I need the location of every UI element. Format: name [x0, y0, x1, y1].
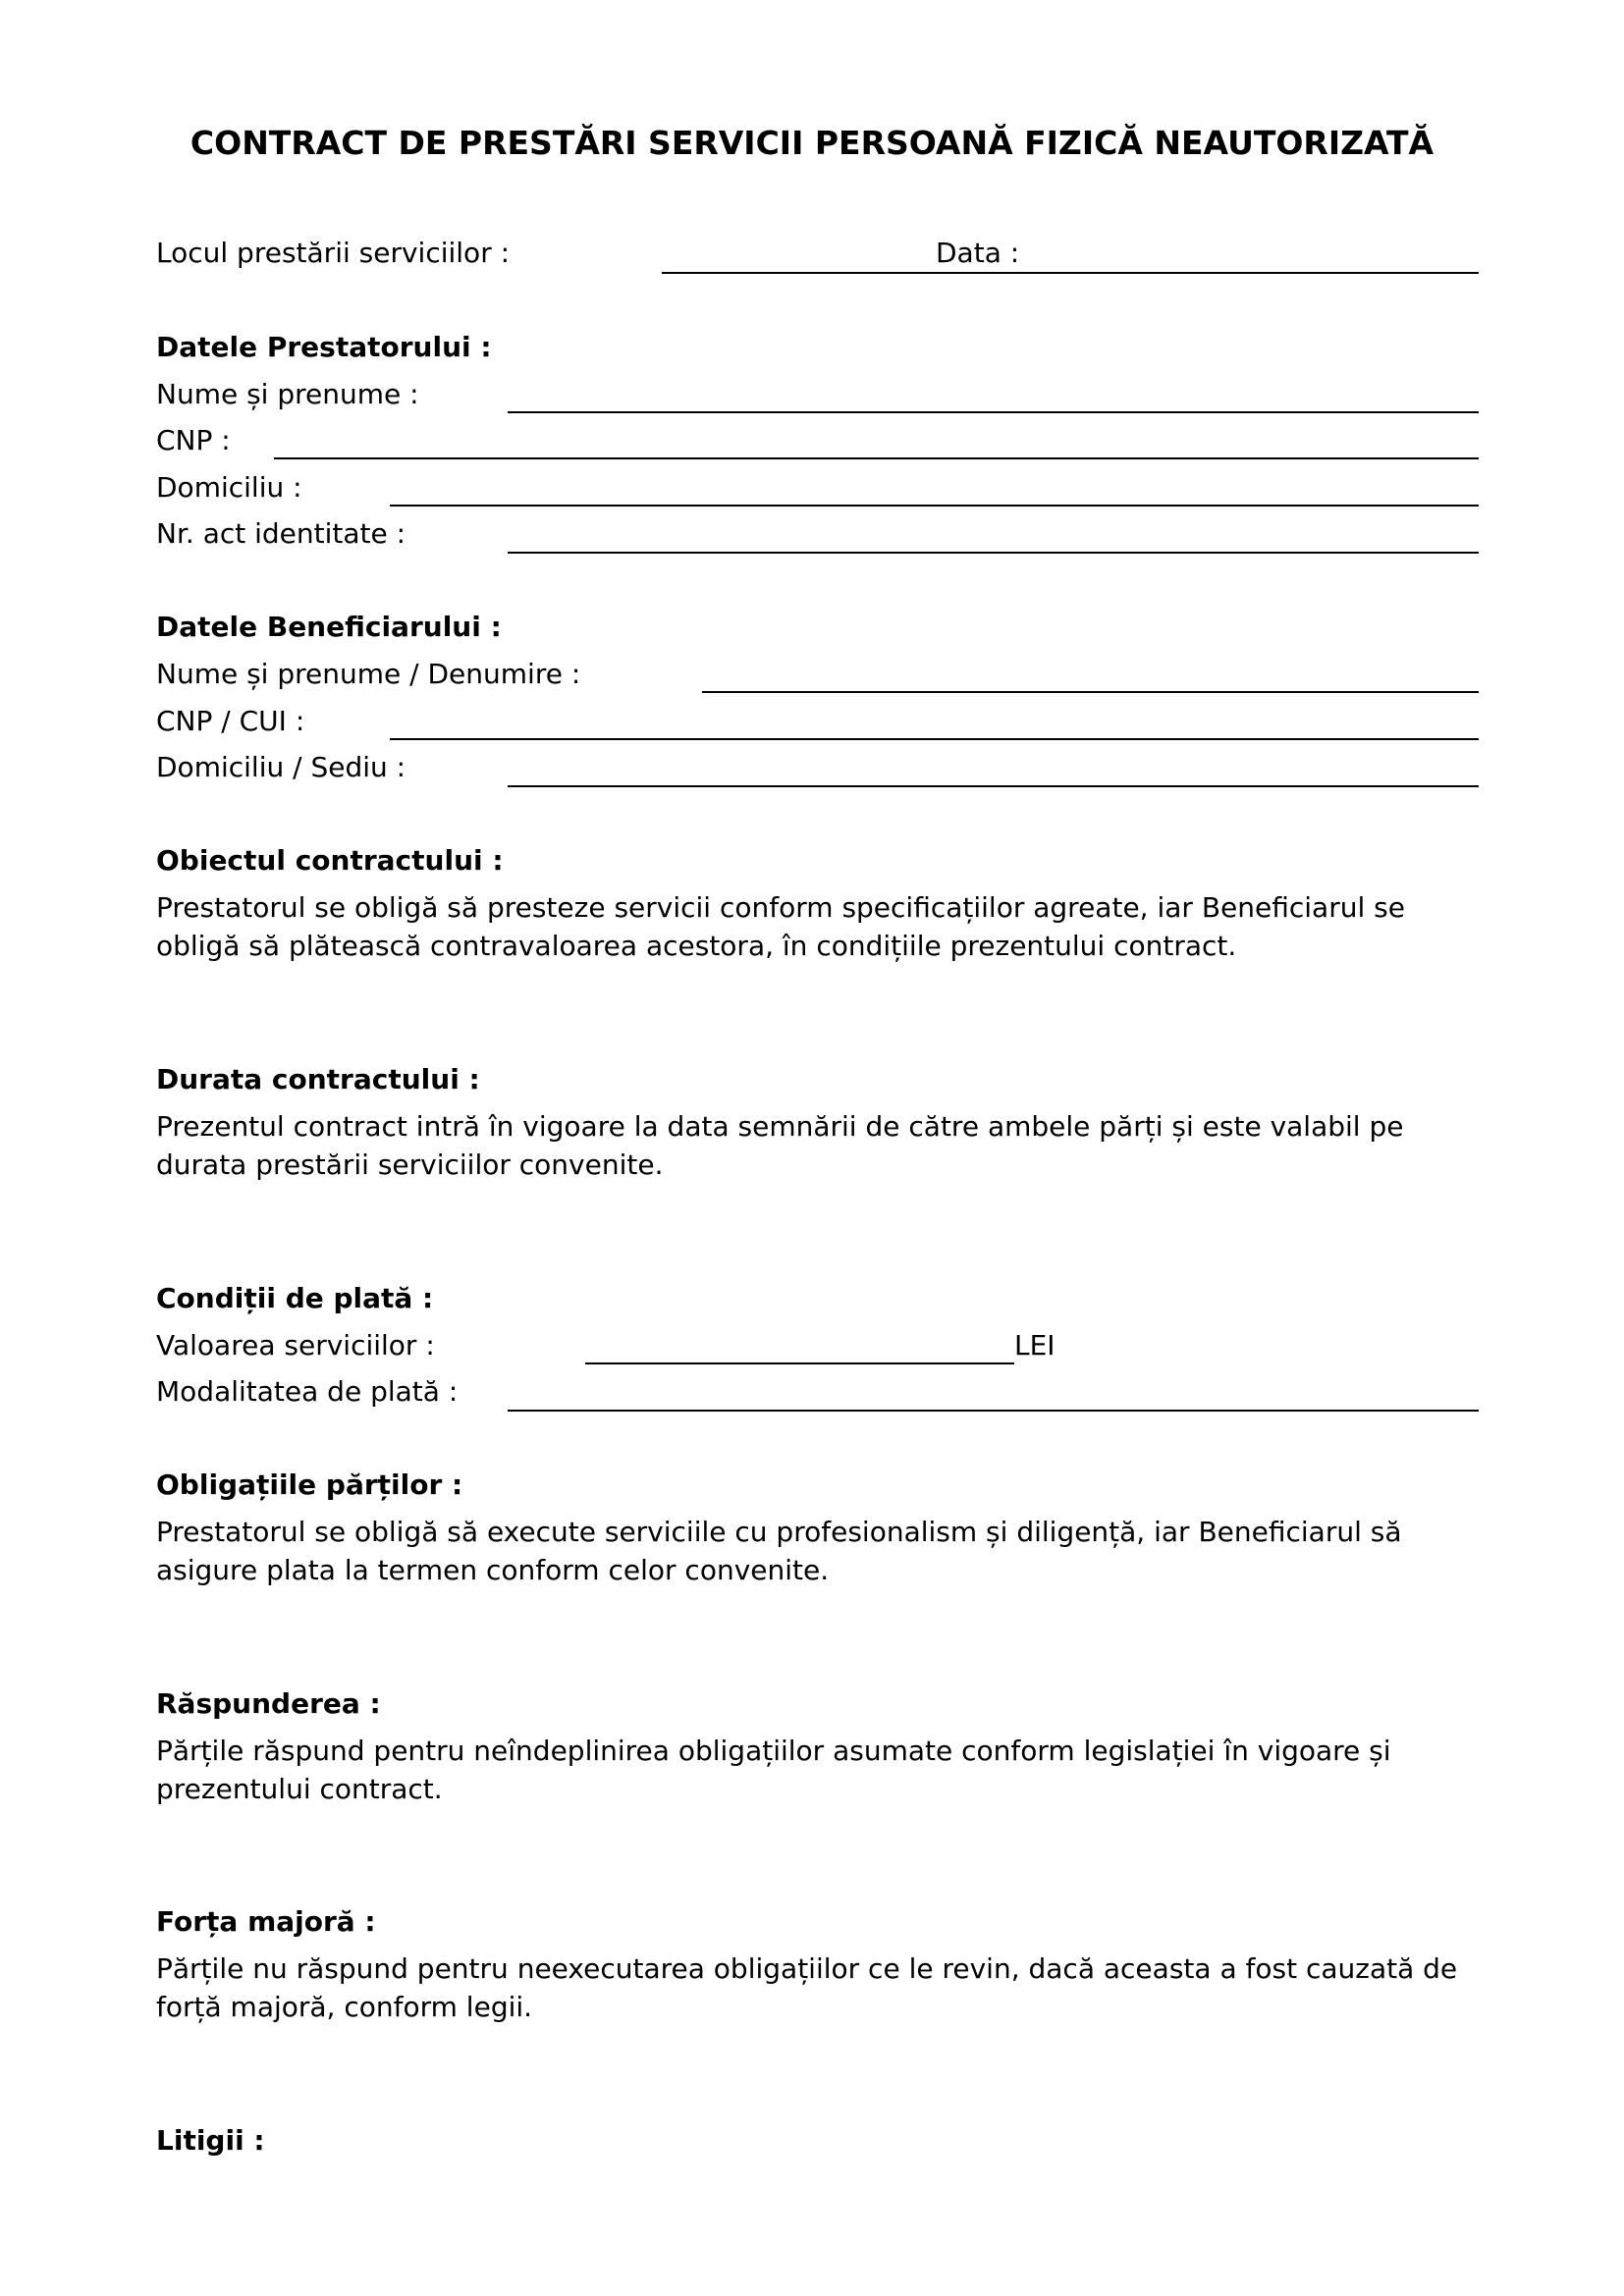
object-heading: Obiectul contractului :	[156, 844, 504, 877]
payment-currency: LEI	[1014, 1329, 1056, 1362]
provider-cnp-label: CNP :	[156, 424, 231, 456]
beneficiary-cnp-label: CNP / CUI :	[156, 705, 305, 737]
beneficiary-heading: Datele Beneficiarului :	[156, 611, 502, 643]
liability-heading: Răspunderea :	[156, 1687, 381, 1720]
obligations-text-line-2: asigure plata la termen conform celor convenite.	[156, 1554, 830, 1586]
beneficiary-cnp-field[interactable]	[390, 738, 1479, 740]
beneficiary-address-field[interactable]	[508, 785, 1479, 787]
provider-id-label: Nr. act identitate :	[156, 517, 406, 550]
date-label: Data :	[936, 237, 1020, 269]
provider-name-field[interactable]	[508, 411, 1479, 413]
contract-title: CONTRACT DE PRESTĂRI SERVICII PERSOANĂ FIZICĂ NEAUTORIZATĂ	[189, 124, 1435, 162]
provider-id-field[interactable]	[508, 552, 1479, 554]
beneficiary-name-field[interactable]	[702, 691, 1479, 693]
beneficiary-name-label: Nume și prenume / Denumire :	[156, 658, 581, 690]
force-majeure-heading: Forța majoră :	[156, 1905, 376, 1938]
payment-value-field[interactable]	[585, 1362, 1014, 1364]
obligations-heading: Obligațiile părților :	[156, 1468, 463, 1501]
payment-method-field[interactable]	[508, 1410, 1479, 1412]
place-date-field[interactable]	[662, 272, 1479, 274]
provider-name-label: Nume și prenume :	[156, 378, 419, 410]
payment-value-label: Valoarea serviciilor :	[156, 1329, 435, 1362]
provider-address-label: Domiciliu :	[156, 471, 302, 504]
beneficiary-address-label: Domiciliu / Sediu :	[156, 751, 406, 783]
provider-heading: Datele Prestatorului :	[156, 331, 492, 363]
force-majeure-text-line-1: Părțile nu răspund pentru neexecutarea obligațiilor ce le revin, dacă aceasta a fost cauzată de	[156, 1952, 1458, 1985]
object-text-line-2: obligă să plătească contravaloarea acestora, în condițiile prezentului contract.	[156, 930, 1237, 962]
provider-cnp-field[interactable]	[274, 457, 1479, 459]
force-majeure-text-line-2: forță majoră, conform legii.	[156, 1991, 533, 2023]
duration-text-line-1: Prezentul contract intră în vigoare la data semnării de către ambele părți și este valabil pe	[156, 1110, 1404, 1143]
disputes-heading: Litigii :	[156, 2124, 265, 2157]
liability-text-line-2: prezentului contract.	[156, 1773, 443, 1805]
provider-address-field[interactable]	[390, 505, 1479, 507]
place-label: Locul prestării serviciilor :	[156, 237, 511, 269]
obligations-text-line-1: Prestatorul se obligă să execute serviciile cu profesionalism și diligență, iar Beneficiarul să	[156, 1516, 1402, 1548]
object-text-line-1: Prestatorul se obligă să presteze servicii conform specificațiilor agreate, iar Beneficiarul se	[156, 891, 1405, 924]
payment-heading: Condiții de plată :	[156, 1282, 434, 1314]
duration-text-line-2: durata prestării serviciilor convenite.	[156, 1148, 664, 1181]
liability-text-line-1: Părțile răspund pentru neîndeplinirea obligațiilor asumate conform legislației în vigoare și	[156, 1735, 1391, 1767]
duration-heading: Durata contractului :	[156, 1063, 480, 1095]
payment-method-label: Modalitatea de plată :	[156, 1375, 459, 1408]
